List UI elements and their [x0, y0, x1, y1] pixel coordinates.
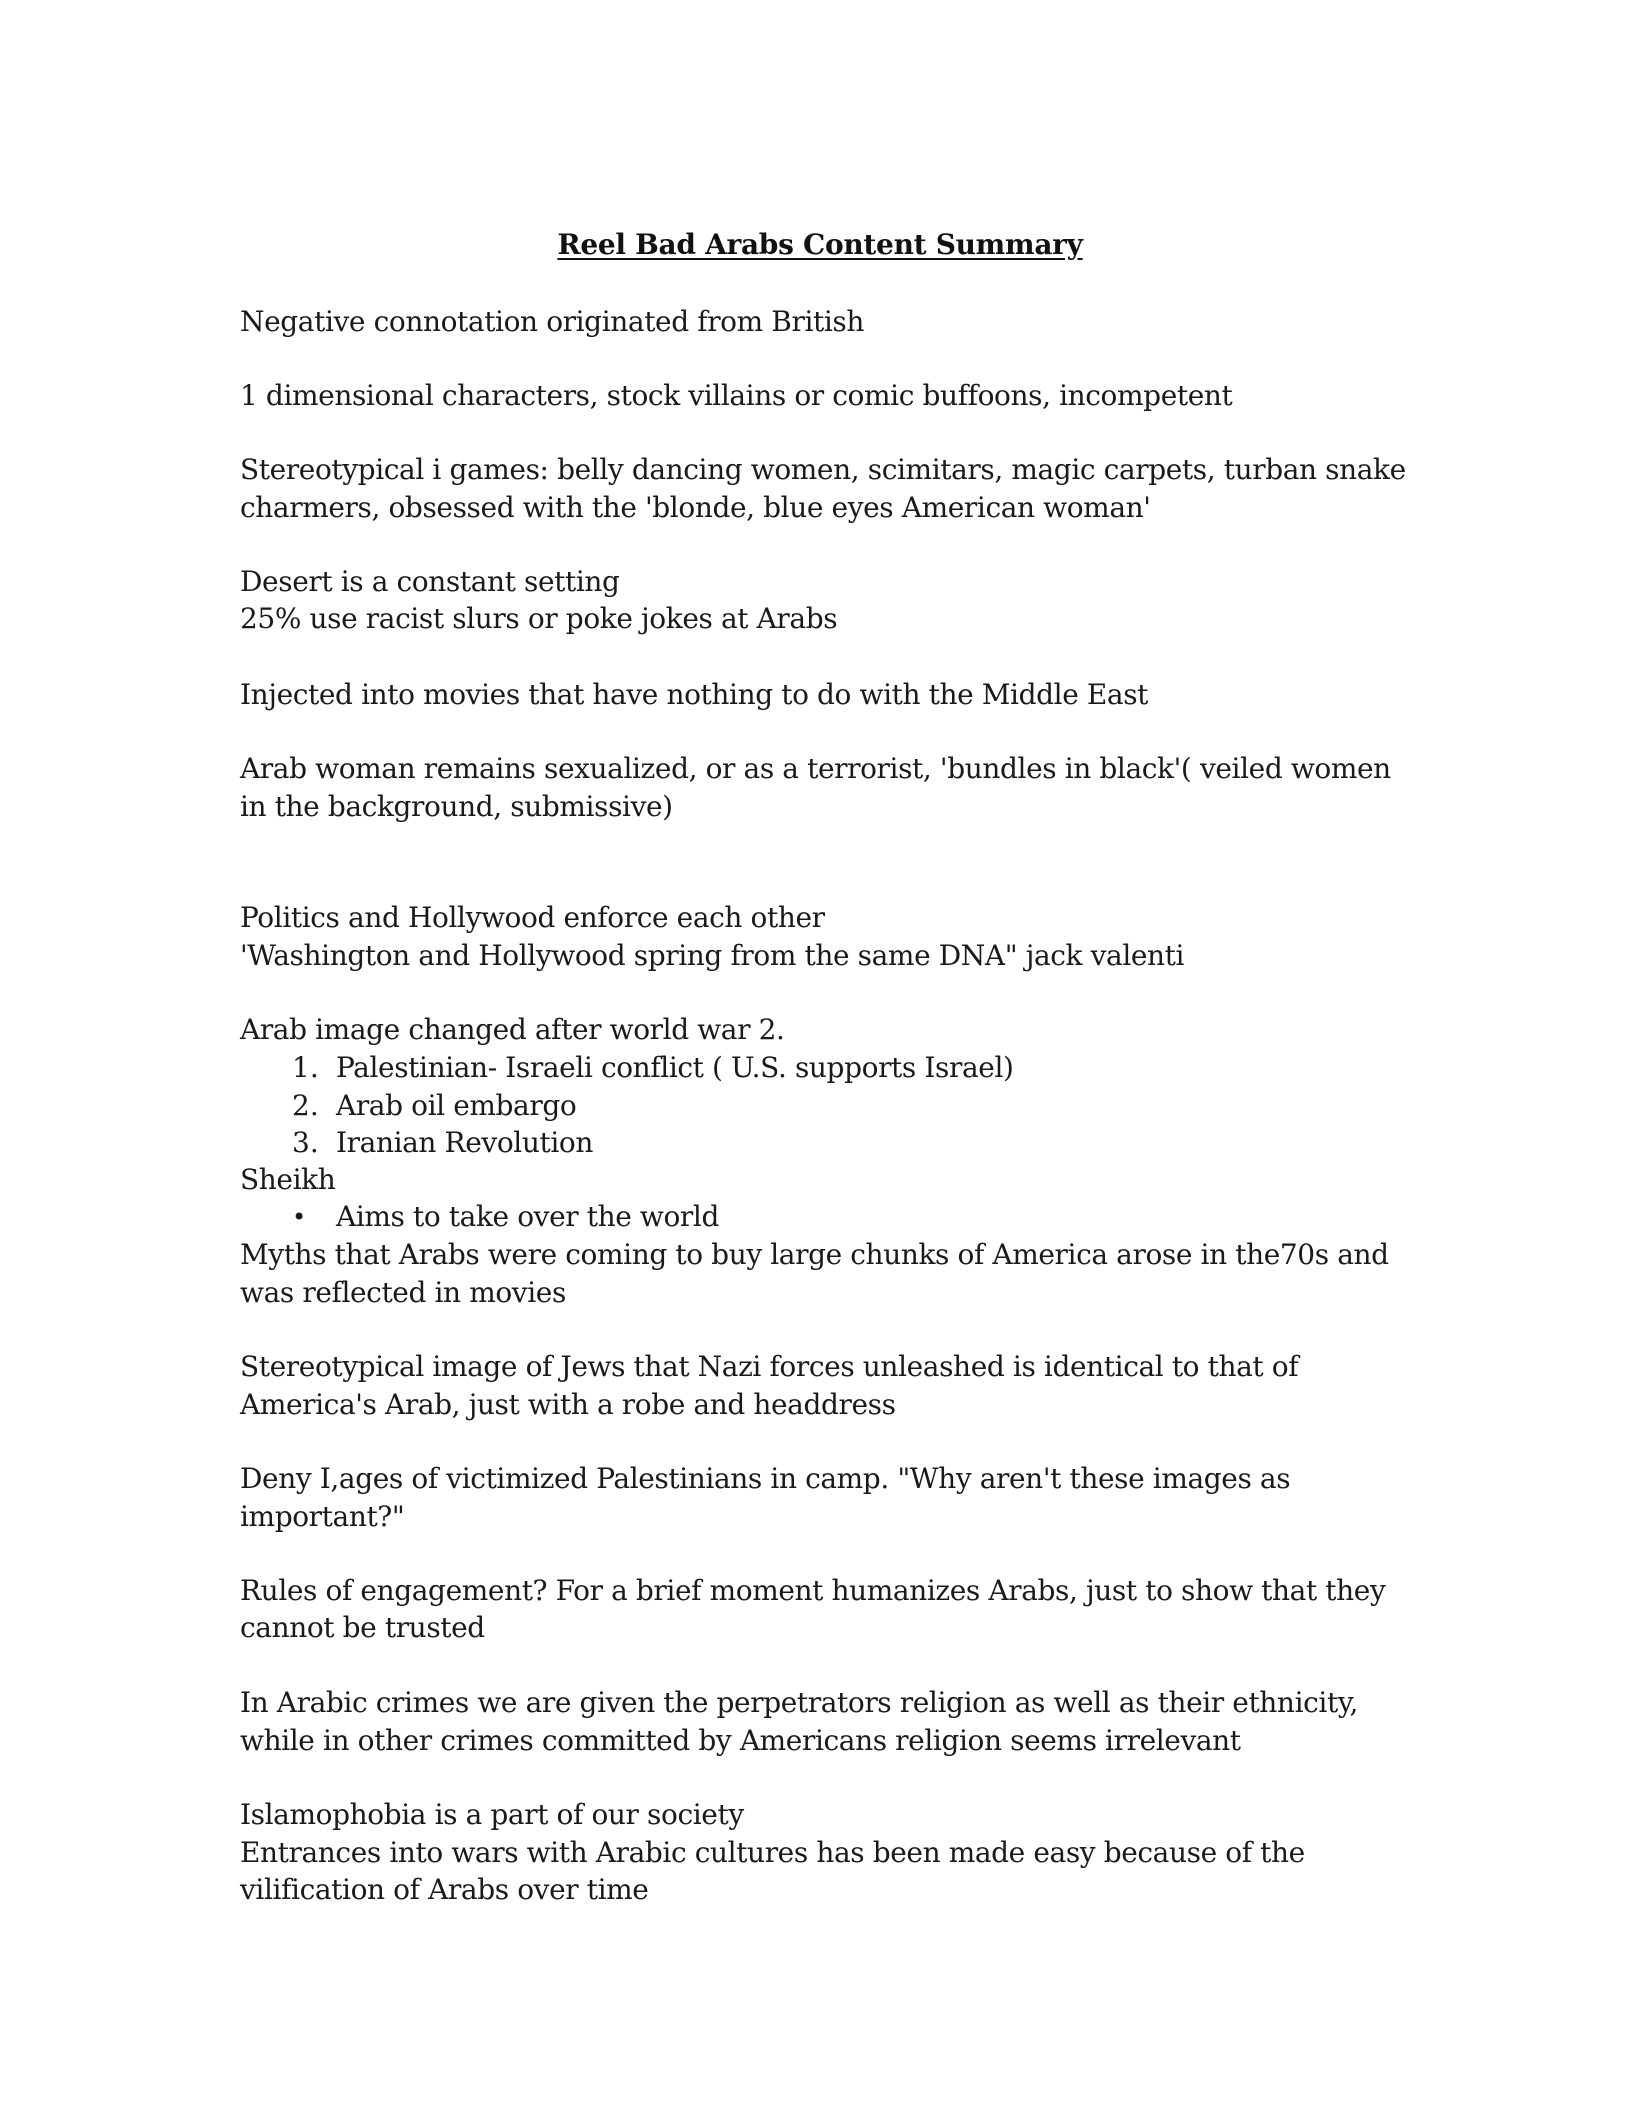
paragraph-line: while in other crimes committed by Americans religion seems irrelevant [240, 1724, 1241, 1757]
paragraph-line: Injected into movies that have nothing to do with the Middle East [240, 678, 1149, 711]
paragraph-line: Arab image changed after world war 2. [240, 1013, 785, 1046]
paragraph-line: Deny I,ages of victimized Palestinians in camp. "Why aren't these images as [240, 1462, 1291, 1495]
list-item: Iranian Revolution [336, 1126, 593, 1159]
paragraph-line: in the background, submissive) [240, 790, 673, 823]
paragraph-line: 'Washington and Hollywood spring from the same DNA" jack valenti [240, 939, 1185, 972]
list-number: 1. [292, 1051, 319, 1084]
paragraph-line: Stereotypical i games: belly dancing women, scimitars, magic carpets, turban snake [240, 453, 1406, 486]
paragraph-line: Arab woman remains sexualized, or as a terrorist, 'bundles in black'( veiled women [240, 752, 1391, 785]
paragraph-line: vilification of Arabs over time [240, 1873, 649, 1906]
paragraph-line: Myths that Arabs were coming to buy large chunks of America arose in the70s and [240, 1238, 1389, 1271]
paragraph-line: Stereotypical image of Jews that Nazi forces unleashed is identical to that of [240, 1350, 1299, 1383]
paragraph-line: America's Arab, just with a robe and headdress [240, 1388, 896, 1421]
paragraph-line: charmers, obsessed with the 'blonde, blue eyes American woman' [240, 491, 1151, 524]
list-item: Arab oil embargo [336, 1089, 577, 1122]
paragraph-line: was reflected in movies [240, 1276, 566, 1309]
bullet-icon: • [292, 1203, 307, 1231]
paragraph-line: cannot be trusted [240, 1611, 485, 1644]
paragraph-line: Negative connotation originated from British [240, 305, 865, 338]
paragraph-line: Islamophobia is a part of our society [240, 1798, 744, 1831]
paragraph-line: 25% use racist slurs or poke jokes at Arabs [240, 602, 838, 635]
bullet-item: Aims to take over the world [336, 1200, 719, 1233]
paragraph-line: 1 dimensional characters, stock villains or comic buffoons, incompetent [240, 379, 1233, 412]
list-number: 2. [292, 1089, 319, 1122]
paragraph-line: Desert is a constant setting [240, 565, 620, 598]
list-item: Palestinian- Israeli conflict ( U.S. supports Israel) [336, 1051, 1014, 1084]
paragraph-line: In Arabic crimes we are given the perpetrators religion as well as their ethnicity, [240, 1686, 1359, 1719]
paragraph-line: Sheikh [240, 1163, 336, 1196]
paragraph-line: Rules of engagement? For a brief moment humanizes Arabs, just to show that they [240, 1574, 1386, 1607]
paragraph-line: Entrances into wars with Arabic cultures has been made easy because of the [240, 1836, 1305, 1869]
paragraph-line: important?" [240, 1500, 405, 1533]
list-number: 3. [292, 1126, 319, 1159]
paragraph-line: Politics and Hollywood enforce each other [240, 901, 825, 934]
document-title: Reel Bad Arabs Content Summary [557, 228, 1083, 261]
